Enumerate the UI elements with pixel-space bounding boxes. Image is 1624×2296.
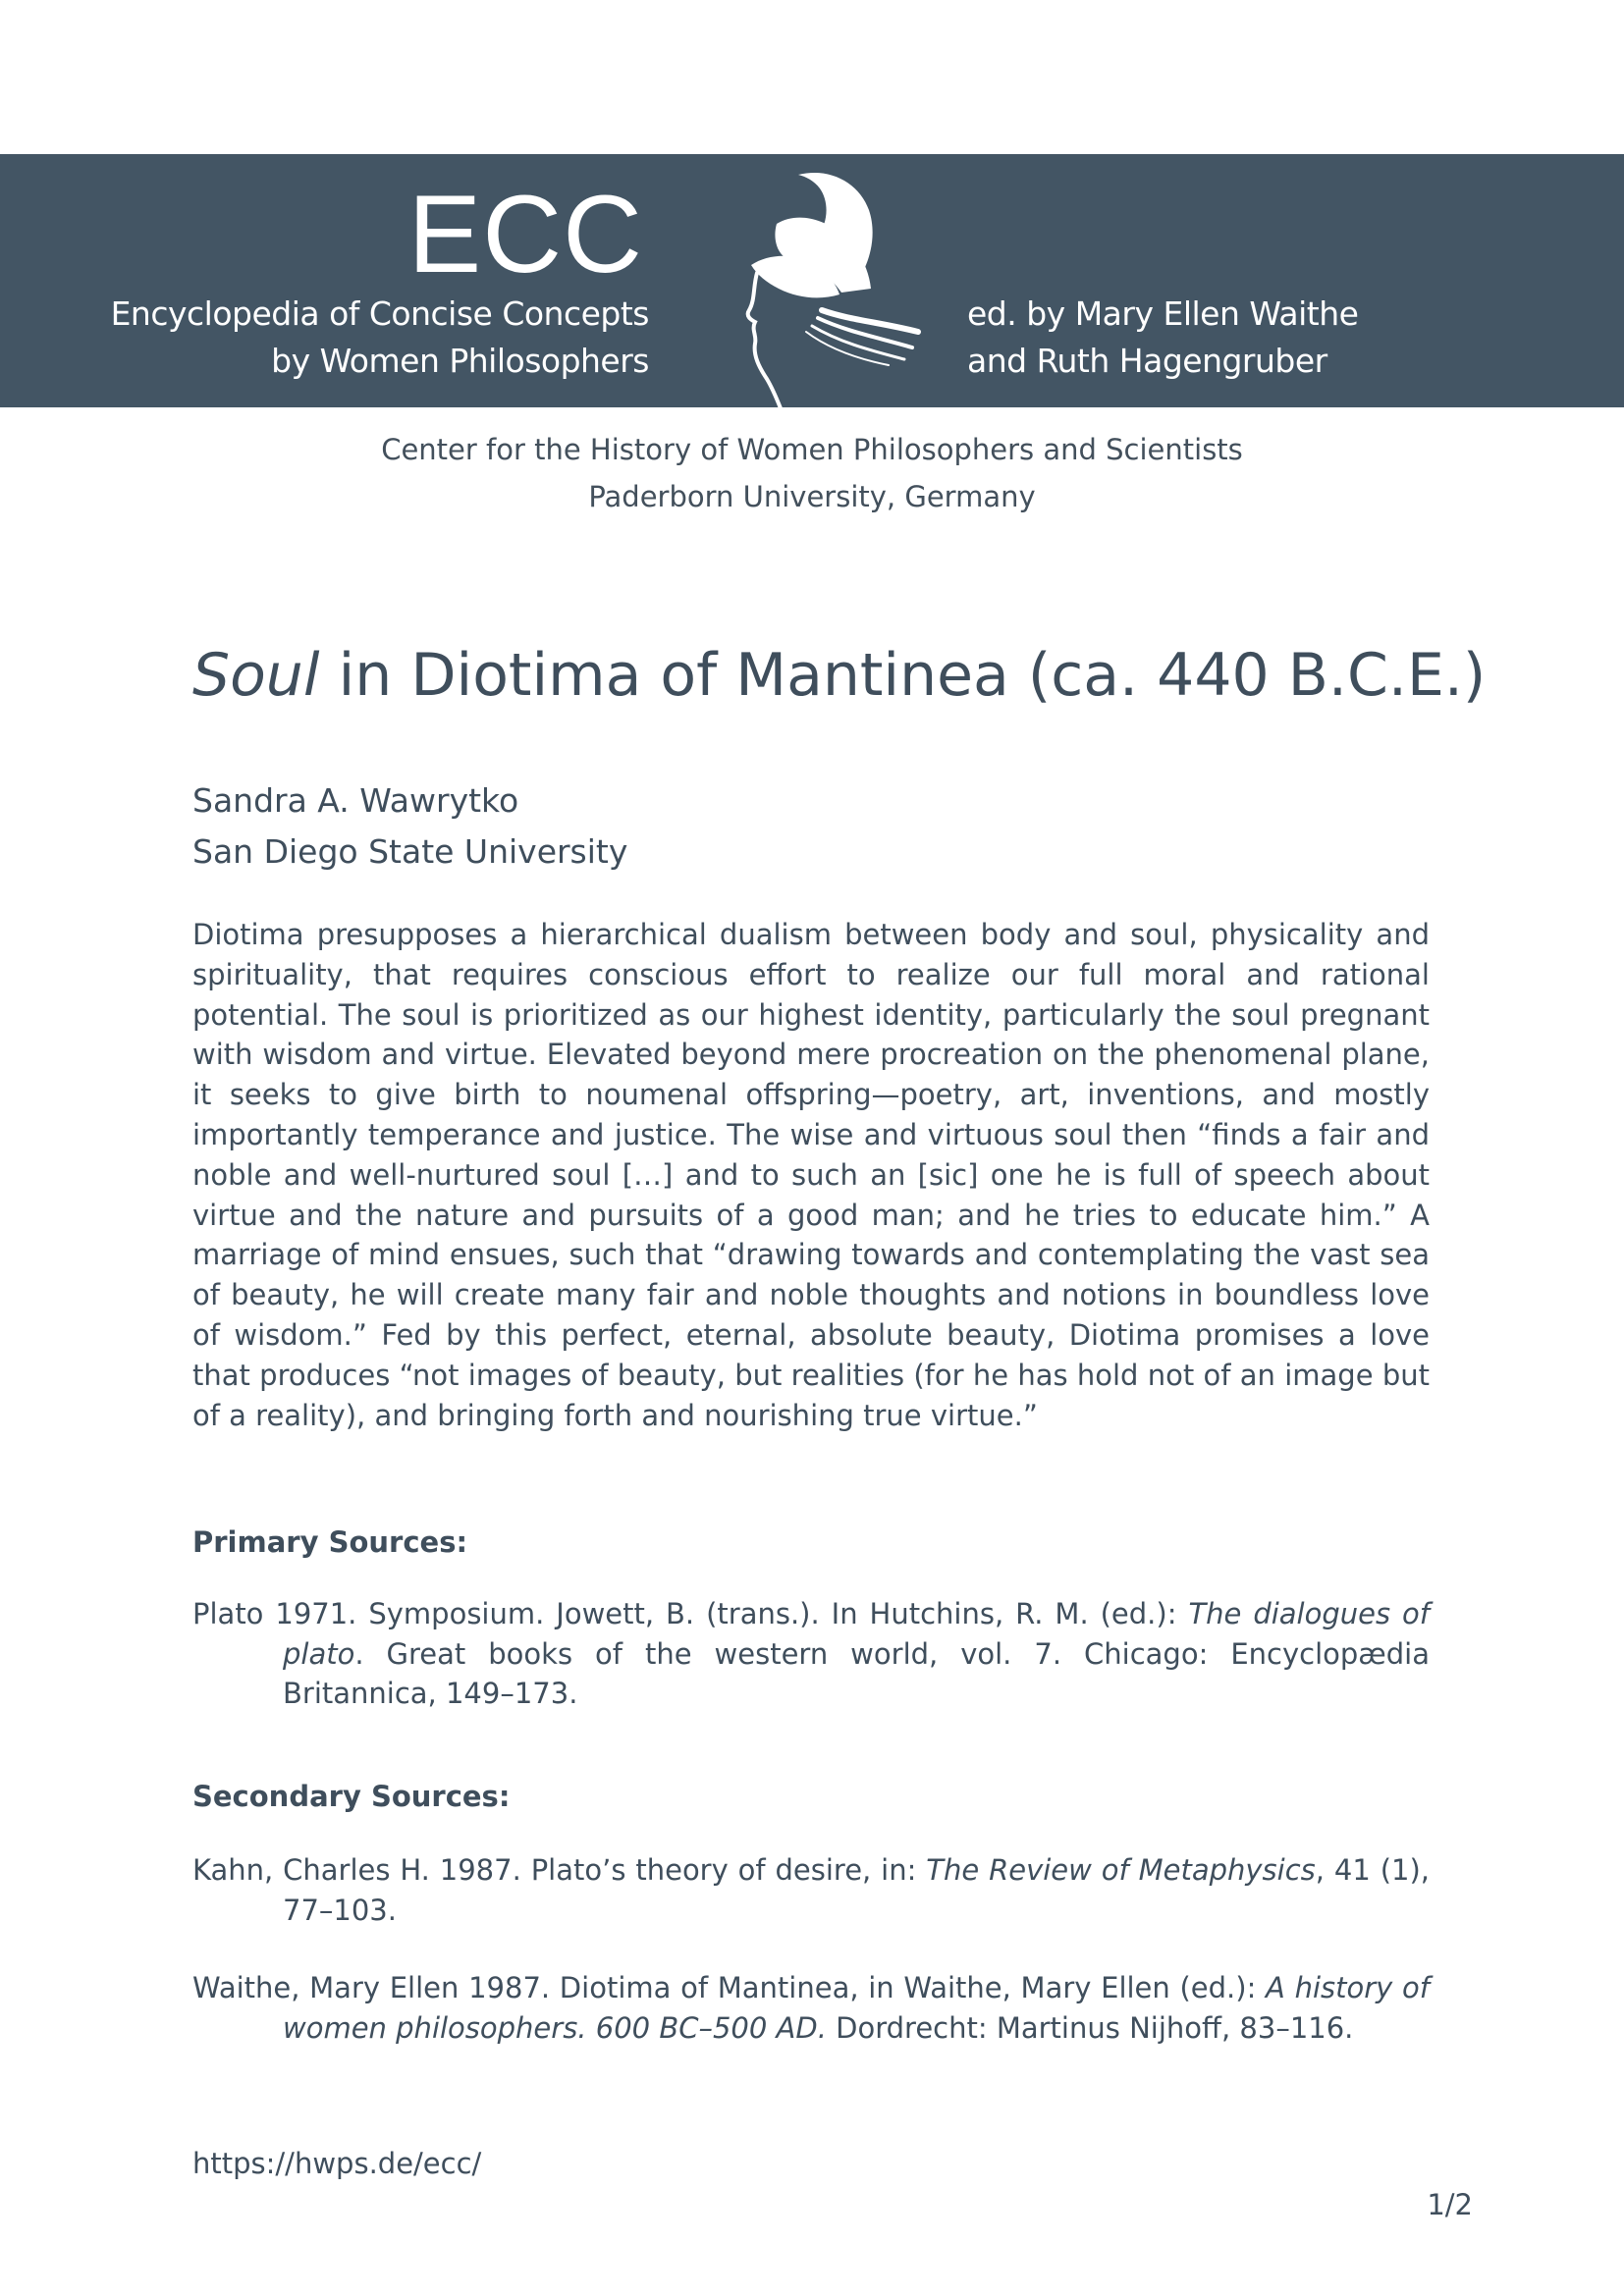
series-title-line2: by Women Philosophers — [271, 342, 649, 380]
editors-line2: and Ruth Hagengruber — [967, 342, 1327, 380]
reference-item — [192, 1850, 1430, 1930]
reference-text: Plato 1971. Symposium. Jowett, B. (trans.). In Hutchins, R. M. (ed.): — [192, 1597, 1189, 1630]
page-title-rest: in Diotima of Mantinea (ca. 440 B.C.E.) — [319, 641, 1487, 710]
athena-helmet-icon — [712, 163, 928, 408]
institution-info — [0, 426, 1624, 520]
editors — [967, 291, 1358, 385]
reference-item — [192, 1968, 1430, 2048]
page-title-italic: Soul — [192, 641, 320, 710]
series-title-line1: Encyclopedia of Concise Concepts — [110, 294, 649, 333]
author-name: Sandra A. Wawrytko — [192, 781, 519, 820]
editors-line1: ed. by Mary Ellen Waithe — [967, 294, 1359, 333]
institution-line1: Center for the History of Women Philosophers and Scientists — [381, 433, 1243, 466]
reference-title: The dialogues of plato — [283, 1597, 1430, 1671]
reference-text: . Great books of the western world, vol. 7. Chicago: Encyclopædia Britannica, 149–173. — [283, 1636, 1430, 1710]
ecc-logo-text: ECC — [407, 173, 643, 295]
reference-title: A history of women philosophers. 600 BC–500 AD. — [283, 1971, 1430, 2045]
series-title — [111, 291, 649, 385]
reference-text: Kahn, Charles H. 1987. Plato’s theory of desire, in: — [192, 1853, 927, 1887]
primary-sources-heading: Primary Sources: — [192, 1525, 468, 1559]
reference-title: The Review of Metaphysics — [926, 1853, 1316, 1887]
reference-text: , 41 (1), 77–103. — [283, 1853, 1430, 1927]
reference-text: Dordrecht: Martinus Nijhoff, 83–116. — [826, 2010, 1354, 2045]
secondary-sources-heading: Secondary Sources: — [192, 1780, 511, 1813]
page-number: 1/2 — [1427, 2188, 1473, 2221]
institution-line2: Paderborn University, Germany — [588, 480, 1036, 513]
footer-url-link[interactable]: https://hwps.de/ecc/ — [192, 2147, 482, 2180]
author-affiliation: San Diego State University — [192, 832, 628, 871]
author-block — [192, 775, 627, 878]
reference-item — [192, 1594, 1430, 1714]
abstract-text: Diotima presupposes a hierarchical dualism between body and soul, physicality and spirituality, that requires conscious effort to realize our full moral and rational potential. The soul is prioritized as our highest identity, particularly the soul pregnant with wisdom and virtue. Elevated beyond mere procreation on the phenomenal plane, it seeks to give birth to noumenal offspring—poetry, art, inventions, and mostly importantly temperance and justice. The wise and virtuous soul then “finds a fair and noble and well-nurtured soul […] and to such an [sic] one he is full of speech about virtue and the nature and pursuits of a good man; and he tries to educate him.” A marriage of mind ensues, such that “drawing towards and contemplating the vast sea of beauty, he will create many fair and noble thoughts and notions in boundless love of wisdom.” Fed by this perfect, eternal, absolute beauty, Diotima promises a love that produces “not images of beauty, but realities (for he has hold not of an image but of a reality), and bringing forth and nourishing true virtue.” — [192, 918, 1430, 1432]
page-title — [192, 640, 1486, 711]
reference-text: Waithe, Mary Ellen 1987. Diotima of Mantinea, in Waithe, Mary Ellen (ed.): — [192, 1971, 1267, 2004]
